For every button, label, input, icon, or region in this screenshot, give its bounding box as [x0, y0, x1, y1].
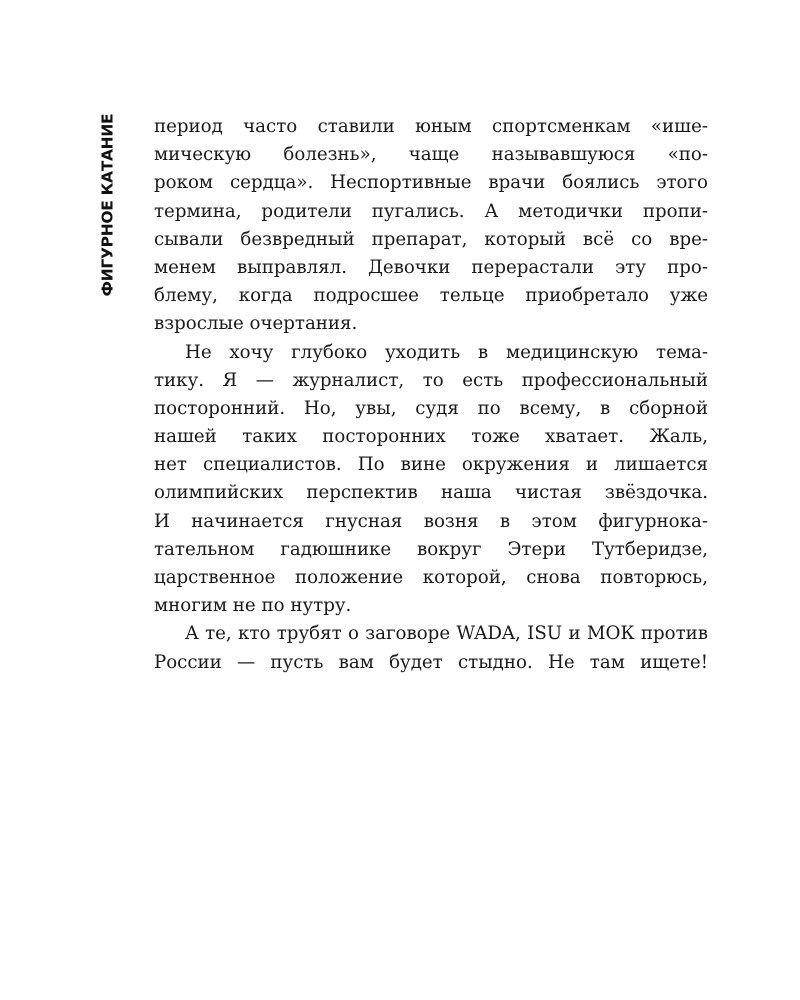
- text-line: блему, когда подросшее тельце приобретало уже: [154, 285, 708, 307]
- text-line: менем выправлял. Девочки перерастали эту про-: [154, 256, 708, 278]
- text-line: многим не по нутру.: [154, 595, 352, 617]
- text-line: посторонний. Но, увы, судя по всему, в сборной: [154, 397, 708, 419]
- text-line: тику. Я — журналист, то есть профессиональный: [154, 369, 708, 391]
- text-line: России — пусть вам будет стыдно. Не там ищете!: [154, 651, 708, 673]
- paragraph-3: [154, 620, 708, 676]
- text-line: взрослые очертания.: [154, 313, 358, 335]
- text-line: роком сердца». Неспортивные врачи боялись этого: [154, 172, 708, 194]
- text-line: тательном гадюшнике вокруг Этери Тутберидзе,: [154, 538, 708, 560]
- text-line: И начинается гнусная возня в этом фигурнока-: [154, 510, 708, 532]
- paragraph-1: [154, 113, 708, 339]
- text-line: сывали безвредный препарат, который всё со вре-: [154, 228, 708, 250]
- text-line: мическую болезнь», чаще называвшуюся «по-: [154, 144, 708, 166]
- text-line: нашей таких посторонних тоже хватает. Жаль,: [154, 426, 708, 448]
- text-line: А те, кто трубят о заговоре WADA, ISU и МОК против: [185, 623, 708, 645]
- text-line: олимпийских перспектив наша чистая звёздочка.: [154, 482, 708, 504]
- text-line: период часто ставили юным спортсменкам «ише-: [154, 116, 708, 137]
- text-line: царственное положение которой, снова повторюсь,: [154, 567, 708, 588]
- body-text: [154, 113, 708, 677]
- paragraph-2: [154, 339, 708, 621]
- running-head: ФИГУРНОЕ КАТАНИЕ: [98, 113, 117, 297]
- text-line: нет специалистов. По вине окружения и лишается: [154, 454, 708, 476]
- text-line: термина, родители пугались. А методички пропи-: [154, 200, 708, 222]
- text-line: Не хочу глубоко уходить в медицинскую тема-: [185, 341, 708, 363]
